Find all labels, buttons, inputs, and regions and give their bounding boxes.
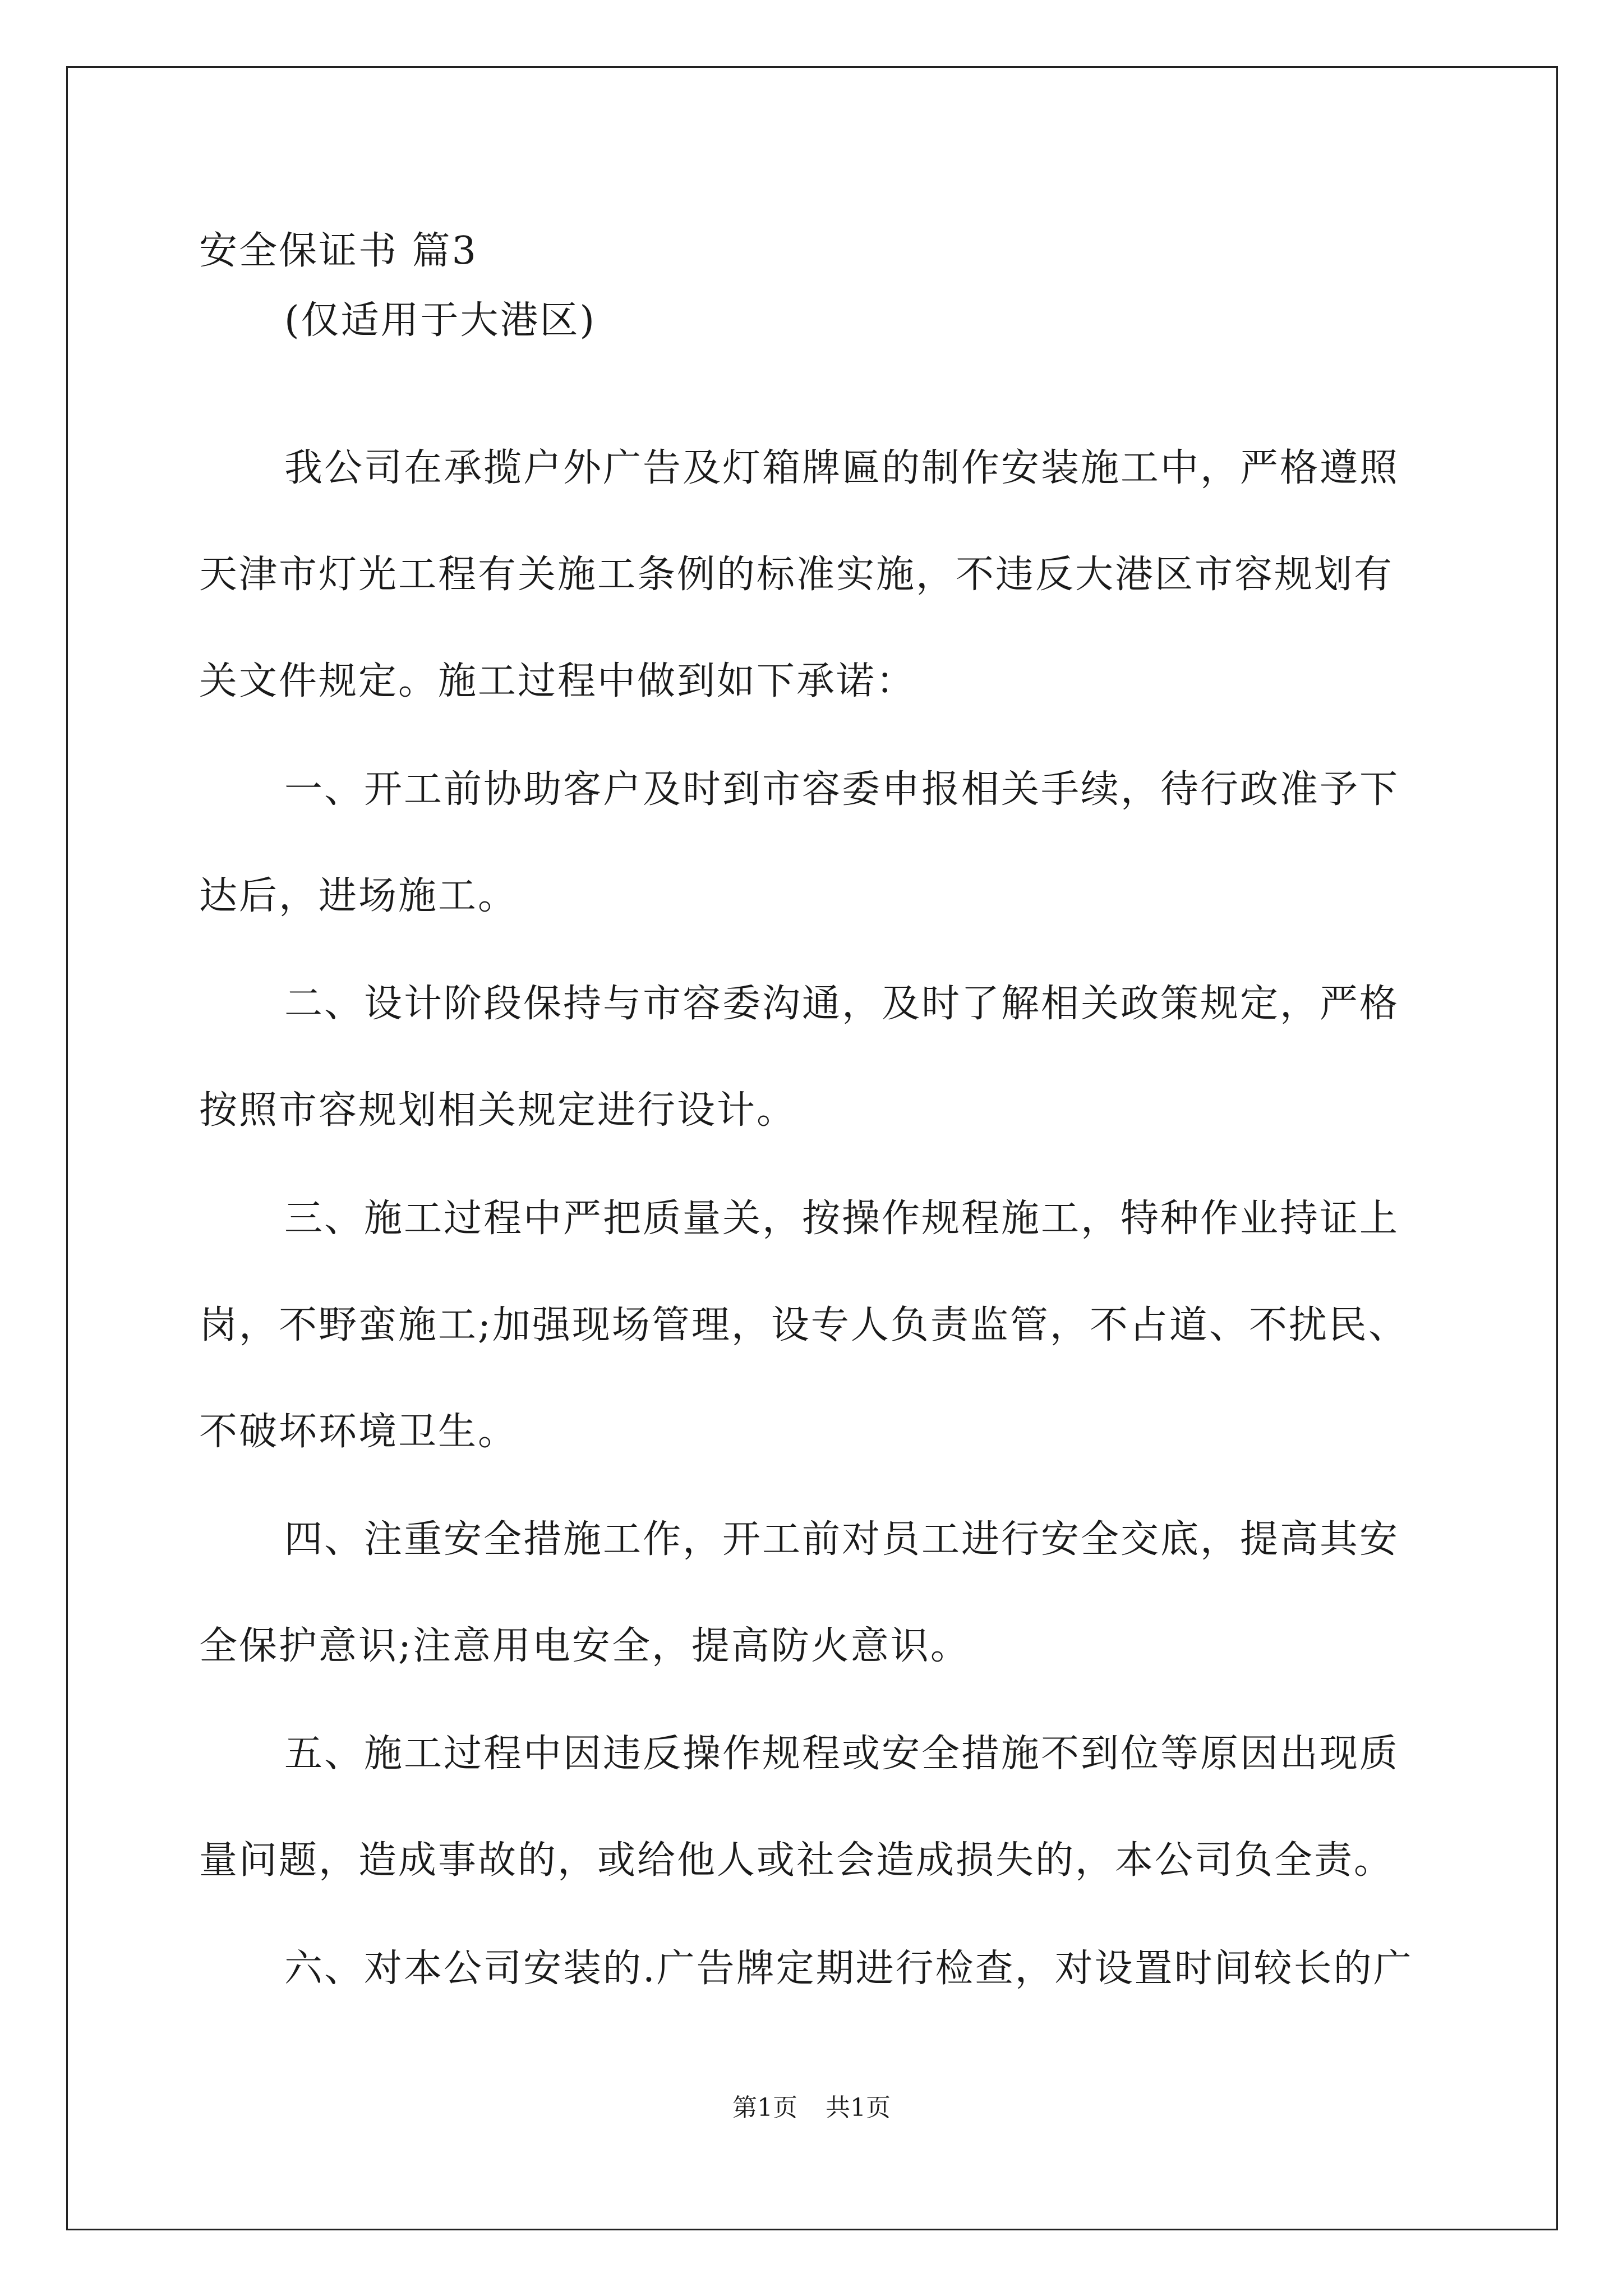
paragraph-line: 不破坏环境卫生。 [199, 1410, 518, 1454]
paragraph-line: 二、设计阶段保持与市容委沟通，及时了解相关政策规定，严格 [284, 982, 1400, 1026]
paragraph-line: 六、对本公司安装的.广告牌定期进行检查，对设置时间较长的广 [284, 1947, 1413, 1991]
document-subtitle: (仅适用于大港区) [284, 298, 597, 343]
page-number-current: 第1页 [732, 2093, 797, 2122]
page-footer [0, 2092, 1623, 2124]
paragraph-line: 全保护意识;注意用电安全，提高防火意识。 [199, 1624, 970, 1668]
paragraph-line: 我公司在承揽户外广告及灯箱牌匾的制作安装施工中，严格遵照 [284, 446, 1400, 490]
paragraph-line: 按照市容规划相关规定进行设计。 [199, 1088, 797, 1133]
paragraph-line: 五、施工过程中因违反操作规程或安全措施不到位等原因出现质 [284, 1732, 1400, 1776]
paragraph-line: 岗，不野蛮施工;加强现场管理，设专人负责监管，不占道、不扰民、 [199, 1303, 1408, 1347]
paragraph-line: 量问题，造成事故的，或给他人或社会造成损失的，本公司负全责。 [199, 1838, 1394, 1883]
paragraph-line: 天津市灯光工程有关施工条例的标准实施，不违反大港区市容规划有 [199, 553, 1394, 597]
paragraph-line: 一、开工前协助客户及时到市容委申报相关手续，待行政准予下 [284, 767, 1400, 812]
page-number-total: 共1页 [826, 2093, 891, 2122]
page-frame [66, 66, 1558, 2230]
paragraph-line: 关文件规定。施工过程中做到如下承诺： [199, 659, 916, 703]
document-title: 安全保证书 篇3 [199, 229, 478, 273]
paragraph-line: 达后，进场施工。 [199, 874, 518, 918]
paragraph-line: 三、施工过程中严把质量关，按操作规程施工，特种作业持证上 [284, 1197, 1400, 1241]
paragraph-line: 四、注重安全措施工作，开工前对员工进行安全交底，提高其安 [284, 1517, 1400, 1562]
